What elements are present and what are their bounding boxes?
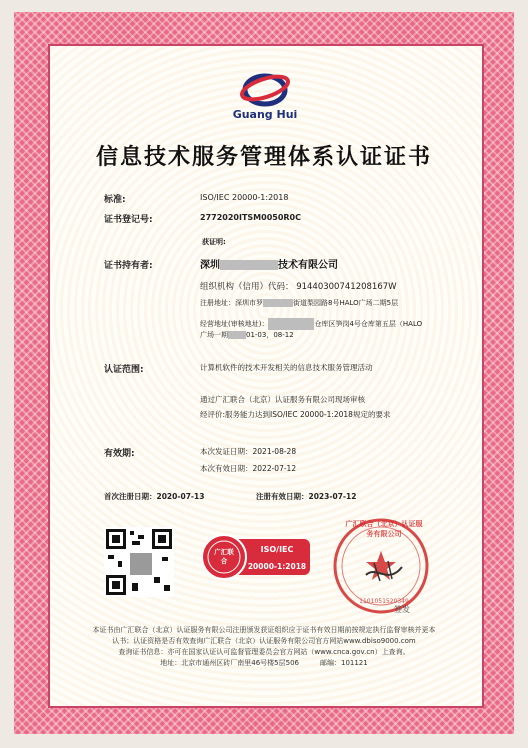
op-address2-end: 01-03，08-12: [246, 331, 294, 339]
footer-line-2: 认书；认证资格是否有效查询广汇联合（北京）认证服务有限公司官方网站www.dbiso9000.com: [112, 637, 416, 645]
standard-value: ISO/IEC 20000-1:2018: [200, 193, 289, 202]
seal-text: 广汇联合（北京）认证服务有限公司: [345, 520, 423, 538]
reg-address-end: 街道梨园路8号HALO广场二期5层: [293, 299, 399, 307]
holder-name-start: 深圳: [200, 260, 220, 271]
standard-label: 标准:: [104, 195, 126, 205]
registered-address: [200, 298, 398, 308]
expiry-date: 本次有效日期：2022-07-12: [200, 464, 297, 473]
logo-name: Guang Hui: [232, 108, 298, 121]
badge-org: 广汇联合: [214, 548, 234, 565]
footer-notes: [82, 625, 446, 669]
first-registration-date: 首次注册日期：2020-07-13: [104, 492, 205, 501]
qr-code-icon: [104, 527, 174, 597]
registration-expiry-date: 注册有效日期：2023-07-12: [256, 492, 357, 501]
redaction-blur: [263, 299, 293, 307]
registration-label: 证书登记号:: [104, 215, 153, 225]
registration-value: 2772020ITSM0050R0C: [200, 213, 301, 222]
footer-line-3: 查询证书信息：亦可在国家认证认可监督管理委员会官方网站（www.cnca.gov.cn）上查询。: [118, 648, 410, 656]
audit-line-1: 通过广汇联合（北京）认证服务有限公司现场审核: [200, 395, 365, 404]
redaction-blur: [268, 318, 314, 330]
issue-date: 本次发证日期：2021-08-28: [200, 447, 297, 456]
op-address2-start: 广场一期: [200, 331, 228, 339]
operating-address-line2: [200, 330, 294, 340]
seal-sign-label: 签发: [394, 605, 410, 614]
scope-label: 认证范围:: [104, 365, 144, 375]
op-address-start: 经营地址(审核地址)：: [200, 320, 269, 328]
badge-line-2: 20000-1:2018: [247, 562, 307, 571]
org-code: 组织机构（信用）代码： 91440300741208167W: [200, 282, 397, 292]
footer-line-4: 地址：北京市通州区砖厂南里46号楼5层506 邮编：101121: [160, 659, 368, 667]
guanghui-logo-icon: [236, 66, 294, 110]
reg-address-start: 注册地址：深圳市罗: [200, 299, 263, 307]
redaction-blur: [220, 260, 278, 270]
certified-label: 获证明:: [202, 238, 226, 246]
op-address-end: 仓库区笋岗4号仓库第五层（HALO: [314, 320, 423, 328]
footer-line-1: 本证书由广汇联合（北京）认证服务有限公司注册颁发获证组织应于证书有效日期前按规定执行监督审核并更本: [92, 626, 436, 634]
seal-number: 1101051520349: [359, 598, 409, 605]
scope-value: 计算机软件的技术开发相关的信息技术服务管理活动: [200, 363, 373, 372]
redaction-blur: [228, 331, 246, 339]
validity-label: 有效期:: [104, 449, 135, 459]
holder-name: [200, 256, 338, 271]
certificate-title: 信息技术服务管理体系认证证书: [95, 145, 432, 170]
operating-address: [200, 318, 422, 330]
audit-line-2: 经评价:服务能力达到ISO/IEC 20000-1:2018规定的要求: [200, 410, 391, 419]
holder-name-end: 技术有限公司: [278, 260, 338, 271]
badge-line-1: ISO/IEC: [260, 545, 294, 554]
holder-label: 证书持有者:: [104, 261, 153, 271]
